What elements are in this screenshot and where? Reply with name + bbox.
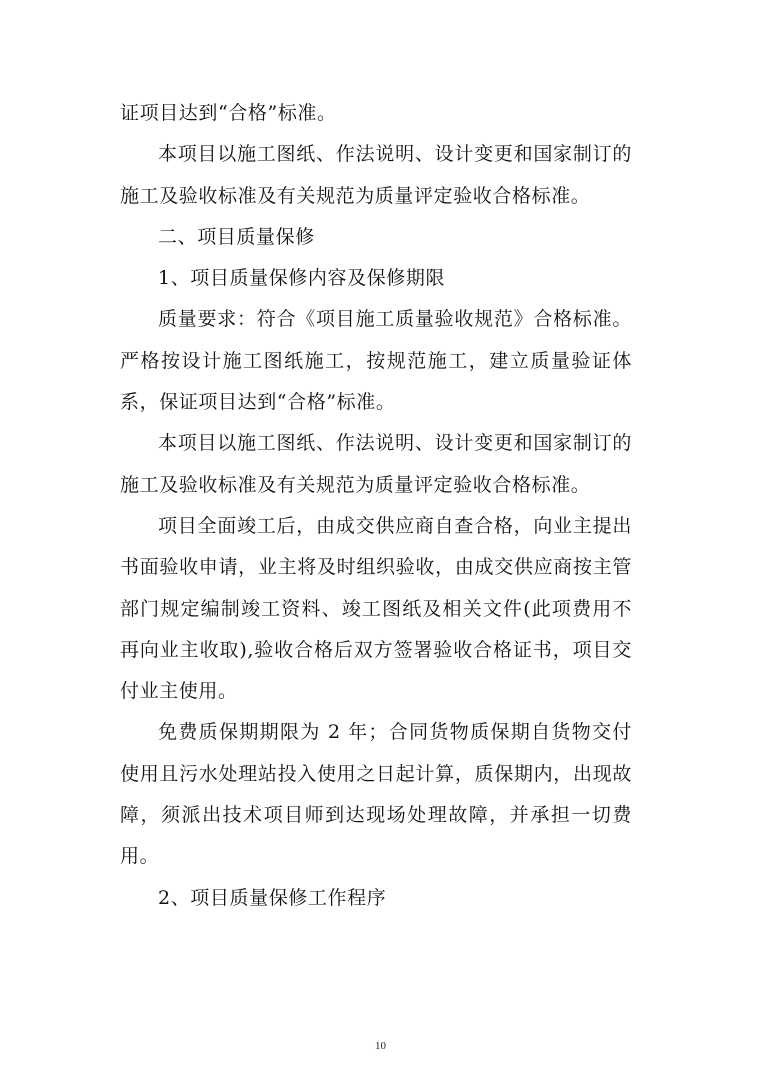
paragraph-completion-acceptance: 项目全面竣工后，由成交供应商自查合格，向业主提出书面验收申请，业主将及时组织验收，由成交供应商按主管部门规定编制竣工资料、竣工图纸及相关文件(此项费用不再向业主收取),验收合格后双方签署验收合格证书，项目交付业主使用。 — [120, 514, 632, 703]
section-heading-quality-warranty: 二、项目质量保修 — [158, 225, 315, 248]
paragraph-acceptance-standard: 本项目以施工图纸、作法说明、设计变更和国家制订的施工及验收标准及有关规范为质量评定验收合格标准。 — [120, 143, 632, 207]
paragraph-quality-requirements: 质量要求：符合《项目施工质量验收规范》合格标准。严格按设计施工图纸施工，按规范施工，建立质量验证体系，保证项目达到“合格”标准。 — [120, 308, 632, 414]
subsection-heading-warranty-scope: 1、项目质量保修内容及保修期限 — [158, 267, 446, 290]
subsection-heading-warranty-procedure: 2、项目质量保修工作程序 — [158, 886, 387, 909]
paragraph-warranty-period: 免费质保期期限为 2 年；合同货物质保期自货物交付使用且污水处理站投入使用之日起计算，质保期内，出现故障，须派出技术项目师到达现场处理故障，并承担一切费用。 — [120, 721, 632, 868]
page-number: 10 — [375, 1040, 386, 1052]
paragraph-acceptance-standard-repeat: 本项目以施工图纸、作法说明、设计变更和国家制订的施工及验收标准及有关规范为质量评定验收合格标准。 — [120, 432, 632, 496]
paragraph-continuation: 证项目达到“合格”标准。 — [120, 102, 337, 124]
page-body — [120, 93, 632, 919]
